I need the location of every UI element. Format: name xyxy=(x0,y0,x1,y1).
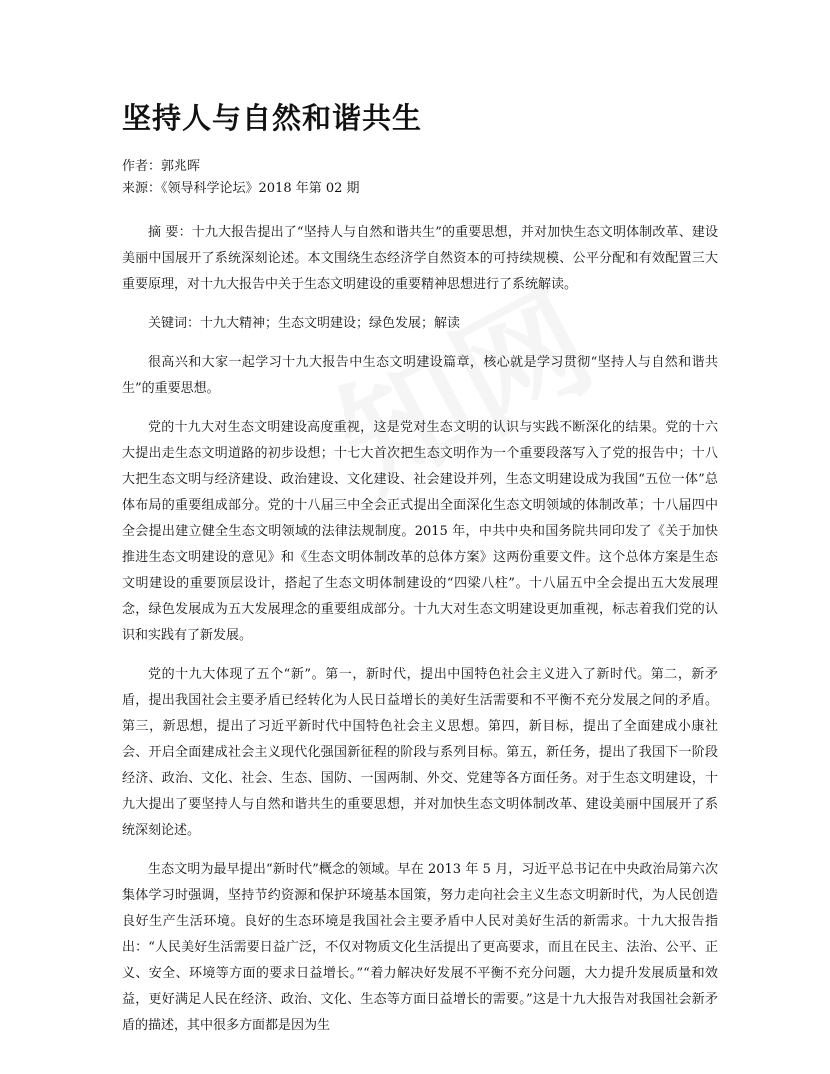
body-paragraph: 党的十九大体现了五个“新”。第一，新时代，提出中国特色社会主义进入了新时代。第二，新矛盾，提出我国社会主要矛盾已经转化为人民日益增长的美好生活需要和不平衡不充分发展之间的矛盾。第三，新思想，提出了习近平新时代中国特色社会主义思想。第四，新目标，提出了全面建成小康社会、开启全面建成社会主义现代化强国新征程的阶段与系列目标。第五，新任务，提出了我国下一阶段经济、政治、文化、社会、生态、国防、一国两制、外交、党建等各方面任务。对于生态文明建设，十九大提出了要坚持人与自然和谐共生的重要思想，并对加快生态文明体制改革、建设美丽中国展开了系统深刻论述。 xyxy=(122,667,718,838)
body-paragraph: 很高兴和大家一起学习十九大报告中生态文明建设篇章，核心就是学习贯彻“坚持人与自然和谐共生”的重要思想。 xyxy=(122,355,718,396)
article-meta xyxy=(122,156,718,200)
article-title: 坚持人与自然和谐共生 xyxy=(122,101,423,135)
body-paragraph: 党的十九大对生态文明建设高度重视，这是党对生态文明的认识与实践不断深化的结果。党的十六大提出走生态文明道路的初步设想；十七大首次把生态文明作为一个重要段落写入了党的报告中；十八大把生态文明与经济建设、政治建设、文化建设、社会建设并列，生态文明建设成为我国“五位一体”总体布局的重要组成部分。党的十八届三中全会正式提出全面深化生态文明领域的体制改革；十八届四中全会提出建立健全生态文明领域的法律法规制度。2015 年，中共中央和国务院共同印发了《关于加快推进生态文明建设的意见》和《生态文明体制改革的总体方案》这两份重要文件。这个总体方案是生态文明建设的重要顶层设计，搭起了生态文明体制建设的“四梁八柱”。十八届五中全会提出五大发展理念，绿色发展成为五大发展理念的重要组成部分。十九大对生态文明建设更加重视，标志着我们党的认识和实践有了新发展。 xyxy=(122,420,718,643)
abstract-paragraph: 摘 要：十九大报告提出了“坚持人与自然和谐共生”的重要思想，并对加快生态文明体制改革、建设美丽中国展开了系统深刻论述。本文围绕生态经济学自然资本的可持续规模、公平分配和有效配置三大重要原理，对十九大报告中关于生态文明建设的重要精神思想进行了系统解读。 xyxy=(122,225,718,292)
author-line: 作者：郭兆晖 xyxy=(122,159,201,174)
body-paragraph: 生态文明为最早提出“新时代”概念的领域。早在 2013 年 5 月，习近平总书记在中央政治局第六次集体学习时强调，坚持节约资源和保护环境基本国策，努力走向社会主义生态文明新时代，为人民创造良好生产生活环境。良好的生态环境是我国社会主要矛盾中人民对美好生活的新需求。十九大报告指出：“人民美好生活需要日益广泛，不仅对物质文化生活提出了更高要求，而且在民主、法治、公平、正义、安全、环境等方面的要求日益增长。”“着力解决好发展不平衡不充分问题，大力提升发展质量和效益，更好满足人民在经济、政治、文化、生态等方面日益增长的需要。”这是十九大报告对我国社会新矛盾的描述，其中很多方面都是因为生 xyxy=(122,862,718,1033)
source-line: 来源：《领导科学论坛》2018 年第 02 期 xyxy=(122,181,360,196)
keywords-paragraph: 关键词：十九大精神；生态文明建设；绿色发展；解读 xyxy=(148,316,461,331)
